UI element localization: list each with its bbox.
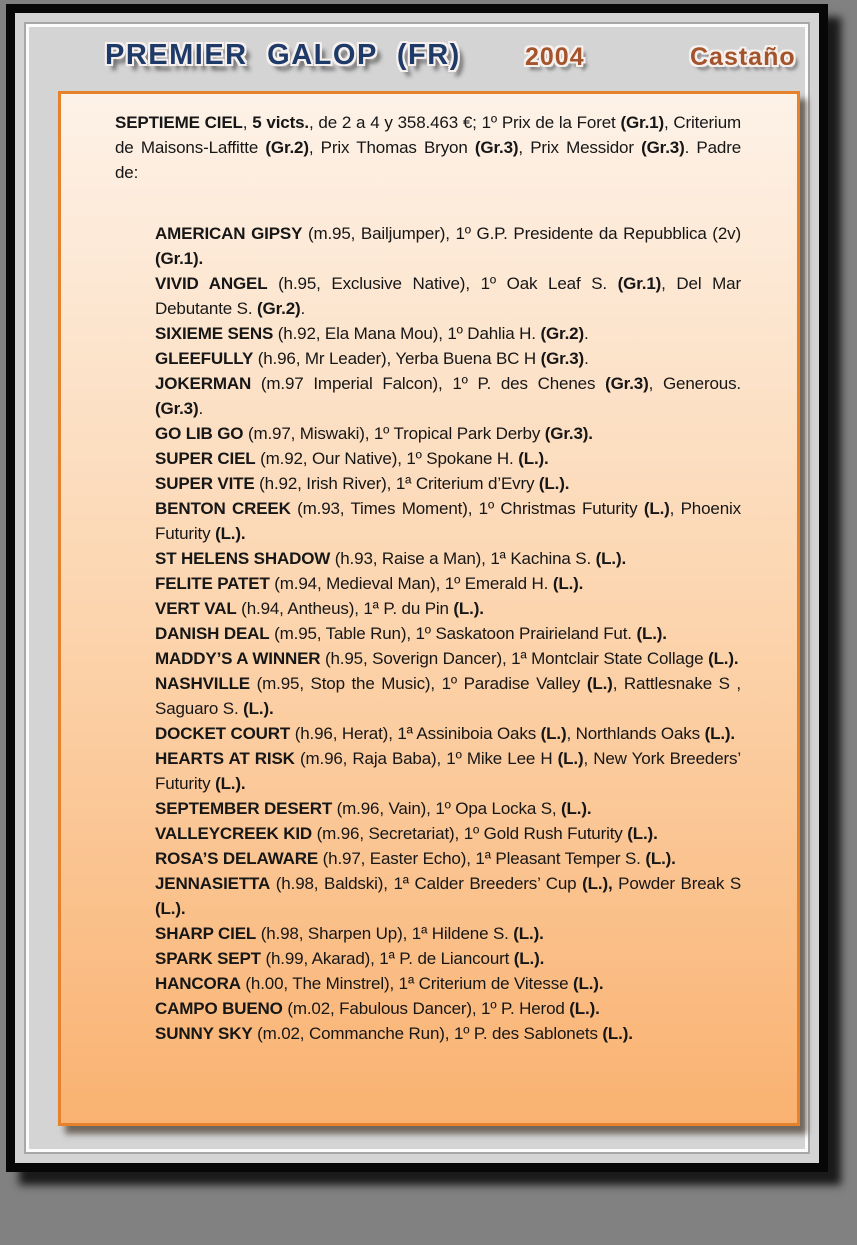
- plain-text: , Del Mar Debutante S.: [155, 274, 741, 318]
- bold-text: (Gr.1).: [155, 249, 204, 268]
- progeny-item: [155, 346, 741, 371]
- plain-text: .: [583, 324, 589, 343]
- plain-text: (h.93, Raise a Man), 1ª Kachina S.: [330, 549, 596, 568]
- progeny-item: [155, 796, 741, 821]
- bold-text: FELITE PATET: [155, 574, 270, 593]
- progeny-item: [155, 496, 741, 546]
- plain-text: (m.94, Medieval Man), 1º Emerald H.: [269, 574, 553, 593]
- bold-text: AMERICAN GIPSY: [155, 224, 303, 243]
- bold-text: (L.).: [155, 899, 186, 918]
- bold-text: (L.).: [627, 824, 658, 843]
- bold-text: DANISH DEAL: [155, 624, 270, 643]
- progeny-item: [155, 221, 741, 271]
- bold-text: (L.).: [513, 949, 545, 968]
- bold-text: GO LIB GO: [155, 424, 244, 443]
- bold-text: (L.).: [243, 699, 274, 718]
- plain-text: (m.02, Fabulous Dancer), 1º P. Herod: [282, 999, 570, 1018]
- bold-text: SHARP CIEL: [155, 924, 257, 943]
- bold-text: DOCKET COURT: [155, 724, 291, 743]
- plain-text: , New York Breeders’ Futurity: [155, 749, 741, 793]
- plain-text: (m.96, Secretariat), 1º Gold Rush Futurity: [312, 824, 628, 843]
- bold-text: VALLEYCREEK KID: [155, 824, 313, 843]
- bold-text: (Gr.3).: [544, 424, 593, 443]
- plain-text: (m.95, Bailjumper), 1º G.P. Presidente da Repubblica (2v): [302, 224, 741, 243]
- picture-frame: [6, 4, 828, 1172]
- plain-text: (m.96, Vain), 1º Opa Locka S,: [332, 799, 562, 818]
- plain-text: , Criterium de Maisons-Laffitte: [115, 113, 742, 157]
- plain-text: .: [198, 399, 204, 418]
- plain-text: (h.98, Sharpen Up), 1ª Hildene S.: [256, 924, 514, 943]
- bold-text: GLEEFULLY: [155, 349, 254, 368]
- bold-text: NASHVILLE: [155, 674, 250, 693]
- plain-text: (h.96, Mr Leader), Yerba Buena BC H: [253, 349, 541, 368]
- bold-text: MADDY’S A WINNER: [155, 649, 321, 668]
- bold-text: (Gr.3): [155, 399, 199, 418]
- bold-text: (L.).: [215, 774, 246, 793]
- bold-text: (L.).: [704, 724, 735, 743]
- plain-text: (m.97 Imperial Falcon), 1º P. des Chenes: [251, 374, 606, 393]
- bold-text: (L.).: [538, 474, 570, 493]
- plain-text: , Prix Thomas Bryon: [308, 138, 475, 157]
- progeny-item: [155, 671, 741, 721]
- plain-text: (h.95, Soverign Dancer), 1ª Montclair State Collage: [320, 649, 709, 668]
- plain-text: (h.95, Exclusive Native), 1º Oak Leaf S.: [267, 274, 618, 293]
- bold-text: (L.).: [513, 924, 544, 943]
- bold-text: VIVID ANGEL: [155, 274, 268, 293]
- bold-text: (L.).: [569, 999, 600, 1018]
- plain-text: (h.98, Baldski), 1ª Calder Breeders’ Cup: [270, 874, 583, 893]
- bold-text: (L.).: [708, 649, 739, 668]
- bold-text: JOKERMAN: [155, 374, 252, 393]
- bold-text: (L.),: [582, 874, 613, 893]
- bold-text: BENTON CREEK: [155, 499, 291, 518]
- panel-content: [61, 94, 797, 1123]
- bold-text: VERT VAL: [155, 599, 237, 618]
- pedigree-panel: [58, 91, 800, 1126]
- plain-text: (m.02, Commanche Run), 1º P. des Sablonets: [252, 1024, 603, 1043]
- bold-text: HANCORA: [155, 974, 241, 993]
- bold-text: (L.).: [453, 599, 484, 618]
- bold-text: SUPER VITE: [155, 474, 255, 493]
- bold-text: (L.).: [572, 974, 604, 993]
- plain-text: , Rattlesnake S , Saguaro S.: [155, 674, 741, 718]
- bold-text: ROSA’S DELAWARE: [155, 849, 319, 868]
- plain-text: (m.95, Table Run), 1º Saskatoon Prairieland Fut.: [269, 624, 637, 643]
- bold-text: (L.).: [645, 849, 676, 868]
- plain-text: , Generous.: [648, 374, 741, 393]
- bold-text: (Gr.2): [540, 324, 584, 343]
- plain-text: (m.95, Stop the Music), 1º Paradise Valley: [250, 674, 587, 693]
- progeny-item: [155, 996, 741, 1021]
- bold-text: (Gr.2): [265, 138, 309, 157]
- bold-text: (Gr.2): [257, 299, 301, 318]
- progeny-item: [155, 1021, 741, 1046]
- plain-text: (h.00, The Minstrel), 1ª Criterium de Vitesse: [240, 974, 573, 993]
- plain-text: , Phoenix Futurity: [155, 499, 742, 543]
- progeny-item: [155, 646, 741, 671]
- bold-text: (L.).: [552, 574, 584, 593]
- progeny-item: [155, 621, 741, 646]
- bold-text: SUPER CIEL: [155, 449, 256, 468]
- bold-text: (L.): [643, 499, 670, 518]
- bold-text: (L.).: [215, 524, 246, 543]
- bold-text: SEPTIEME CIEL: [115, 113, 243, 132]
- plain-text: (m.96, Raja Baba), 1º Mike Lee H: [294, 749, 558, 768]
- progeny-item: [155, 546, 741, 571]
- progeny-item: [155, 421, 741, 446]
- bold-text: CAMPO BUENO: [155, 999, 283, 1018]
- plain-text: (m.93, Times Moment), 1º Christmas Futurity: [290, 499, 644, 518]
- birth-year: 2004: [525, 43, 585, 71]
- plain-text: , de 2 a 4 y 358.463 €; 1º Prix de la Foret: [308, 113, 621, 132]
- progeny-item: [155, 846, 741, 871]
- bold-text: 5 victs.: [252, 113, 309, 132]
- progeny-item: [155, 596, 741, 621]
- bold-text: (Gr.1): [617, 274, 662, 293]
- bold-text: (Gr.1): [620, 113, 664, 132]
- bold-text: (L.).: [636, 624, 667, 643]
- progeny-item: [155, 471, 741, 496]
- plain-text: .: [300, 299, 306, 318]
- plain-text: (h.94, Antheus), 1ª P. du Pin: [236, 599, 454, 618]
- bold-text: (L.).: [561, 799, 592, 818]
- horse-name-title: PREMIER GALOP (FR): [105, 39, 461, 71]
- progeny-item: [155, 971, 741, 996]
- sire-summary-paragraph: [115, 110, 741, 185]
- progeny-item: [155, 446, 741, 471]
- bold-text: JENNASIETTA: [155, 874, 271, 893]
- plain-text: Powder Break S: [612, 874, 742, 893]
- plain-text: , Prix Messidor: [518, 138, 642, 157]
- plain-text: (h.97, Easter Echo), 1ª Pleasant Temper S.: [318, 849, 646, 868]
- progeny-item: [155, 746, 741, 796]
- plain-text: (m.92, Our Native), 1º Spokane H.: [255, 449, 519, 468]
- progeny-item: [155, 371, 741, 421]
- bold-text: SEPTEMBER DESERT: [155, 799, 333, 818]
- bold-text: (Gr.3): [605, 374, 649, 393]
- progeny-item: [155, 946, 741, 971]
- plain-text: , Northlands Oaks: [566, 724, 705, 743]
- bold-text: SPARK SEPT: [155, 949, 261, 968]
- plain-text: (h.92, Ela Mana Mou), 1º Dahlia H.: [273, 324, 541, 343]
- bold-text: (L.): [540, 724, 567, 743]
- bold-text: (L.).: [518, 449, 549, 468]
- bold-text: (L.).: [602, 1024, 633, 1043]
- progeny-item: [155, 921, 741, 946]
- plain-text: (h.99, Akarad), 1ª P. de Liancourt: [260, 949, 514, 968]
- progeny-item: [155, 721, 741, 746]
- progeny-item: [155, 871, 741, 921]
- plain-text: (h.96, Herat), 1ª Assiniboia Oaks: [290, 724, 541, 743]
- progeny-item: [155, 271, 741, 321]
- progeny-list: [115, 221, 741, 1046]
- progeny-item: [155, 821, 741, 846]
- bold-text: (L.): [557, 749, 584, 768]
- plain-text: . Padre de:: [115, 138, 742, 182]
- plain-text: (m.97, Miswaki), 1º Tropical Park Derby: [243, 424, 545, 443]
- progeny-item: [155, 321, 741, 346]
- bold-text: HEARTS AT RISK: [155, 749, 295, 768]
- bold-text: (L.): [586, 674, 613, 693]
- bold-text: SUNNY SKY: [155, 1024, 253, 1043]
- bold-text: (L.).: [595, 549, 627, 568]
- bold-text: (Gr.3): [474, 138, 519, 157]
- coat-color-label: Castaño: [690, 43, 796, 71]
- plain-text: (h.92, Irish River), 1ª Criterium d’Evry: [254, 474, 539, 493]
- bold-text: ST HELENS SHADOW: [155, 549, 331, 568]
- bold-text: (Gr.3): [641, 138, 685, 157]
- bold-text: (Gr.3): [540, 349, 585, 368]
- plain-text: ,: [242, 113, 253, 132]
- progeny-item: [155, 571, 741, 596]
- bold-text: SIXIEME SENS: [155, 324, 274, 343]
- plain-text: .: [584, 349, 589, 368]
